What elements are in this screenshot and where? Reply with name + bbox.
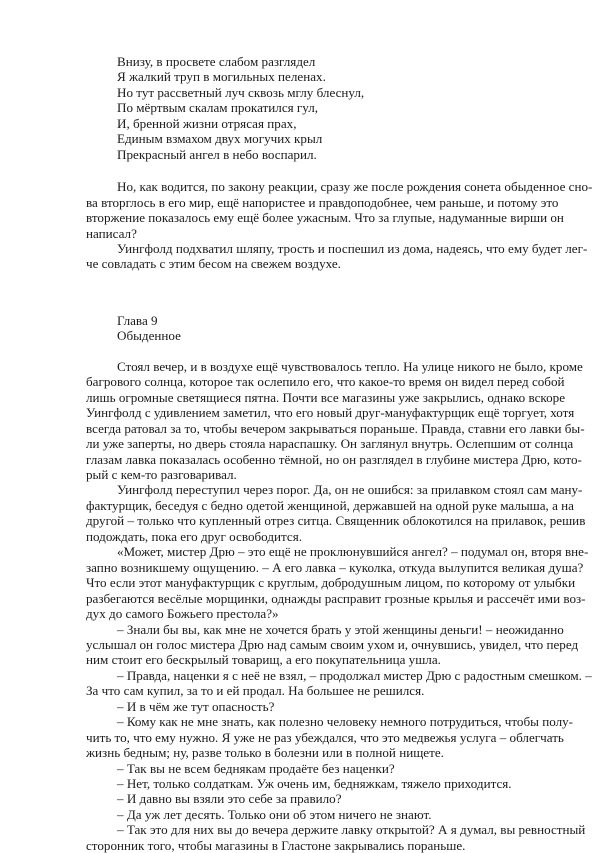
text-line: сторонник того, чтобы магазины в Гластоне закрывались пораньше.	[86, 837, 466, 853]
text-line: Стоял вечер, и в воздухе ещё чувствовалось тепло. На улице никого не было, кроме	[117, 358, 583, 374]
paragraph	[86, 822, 586, 853]
paragraph	[86, 776, 546, 791]
text-line: Уингфолд с удивлением заметил, что его новый друг-мануфактурщик ещё торгует, хотя	[86, 405, 575, 421]
text-line: дух до самого Божьего престола?»	[86, 606, 279, 622]
text-line: глазам лавка показалась особенно тёмной, но он разглядел в глубине мистера Дрю, кото-	[86, 451, 582, 467]
text-line: Что если этот мануфактурщик с круглым, добродушным лицом, по которому от улыбки	[86, 575, 576, 591]
text-line: че совладать с этим бесом на свежем воздухе.	[86, 256, 341, 272]
poem-line: Но тут рассветный луч сквозь мглу блеснул,	[117, 84, 365, 100]
text-line: фактурщик, беседуя с бедно одетой женщиной, державшей на одной руке малыша, а на	[86, 497, 574, 513]
text-line: багрового солнца, которое так ослепило его, что какое-то время он видел перед собой	[86, 374, 565, 390]
text-line: – И в чём же тут опасность?	[117, 698, 275, 714]
text-line: чить то, что ему нужно. Я уже не раз убеждался, что это медвежья услуга – облегчать	[86, 729, 564, 745]
paragraph	[86, 179, 593, 241]
paragraph	[86, 358, 585, 483]
text-line: – Кому как не мне знать, как полезно человеку немного потрудиться, чтобы полу-	[117, 714, 574, 730]
text-line: Но, как водится, по закону реакции, сразу же после рождения сонета обыденное сно-	[117, 179, 593, 195]
text-line: жизнь бедным; ну, разве только в болезни или в полной нищете.	[86, 745, 444, 761]
paragraph	[86, 791, 546, 806]
text-line: другой – только что купленный отрез ситца. Священник облокотился на прилавок, решив	[86, 513, 586, 529]
paragraph	[86, 621, 579, 668]
text-line: услышал он голос мистера Дрю над самым своим ухом и, очнувшись, увидел, что перед	[86, 636, 579, 652]
text-line: Уингфолд подхватил шляпу, трость и поспешил из дома, надеясь, что ему будет лег-	[117, 240, 588, 256]
text-line: написал?	[86, 225, 137, 241]
text-line: – Нет, только солдаткам. Уж очень им, бедняжкам, тяжело приходится.	[117, 776, 512, 792]
paragraph	[86, 699, 546, 714]
text-line: ва вторглось в его мир, ещё напористее и правдоподобнее, чем раньше, и потому это	[86, 194, 559, 210]
text-line: – Да уж лет десять. Только они об этом ничего не знают.	[117, 806, 432, 822]
text-line: Уингфолд переступил через порог. Да, он не ошибся: за прилавком стоял сам ману-	[117, 482, 583, 498]
document-page	[86, 54, 593, 853]
paragraph	[86, 482, 586, 544]
poem-line: Я жалкий труп в могильных пеленах.	[117, 69, 326, 85]
text-line: всегда ратовал за то, чтобы вечером закрываться пораньше. Правда, ставни его лавки бы-	[86, 420, 585, 436]
chapter-heading	[86, 313, 546, 344]
sonnet-stanza	[86, 54, 546, 162]
text-line: вторжение показалось ему ещё более ужасным. Что за глупые, надуманные вирши он	[86, 210, 564, 226]
paragraph	[86, 240, 588, 272]
text-line: подождать, пока его друг освободится.	[86, 528, 303, 544]
text-line: разбегаются весёлые морщинки, однажды расправит грозные крылья и рассечёт ими воз-	[86, 590, 586, 606]
text-line: «Может, мистер Дрю – это ещё не проклюнувшийся ангел? – подумал он, вторя вне-	[117, 544, 589, 560]
text-line: рый с кем-то разговаривал.	[86, 466, 237, 482]
text-line: – И давно вы взяли это себе за правило?	[117, 791, 342, 807]
poem-line: По мёртвым скалам прокатился гул,	[117, 100, 319, 116]
paragraph	[86, 807, 546, 822]
text-line: – Знали бы вы, как мне не хочется брать у этой женщины деньги! – неожиданно	[117, 621, 564, 637]
text-line: ли уже заперты, но дверь стояла нараспашку. Он заглянул внутрь. Ослепшим от солнца	[86, 436, 574, 452]
text-line: – Так вы не всем беднякам продаёте без наценки?	[117, 760, 395, 776]
text-line: – Правда, наценки я с неё не взял, – продолжал мистер Дрю с радостным смешком. –	[117, 667, 592, 683]
chapter-number: Глава 9	[117, 312, 158, 328]
poem-line: Внизу, в просвете слабом разглядел	[117, 54, 316, 69]
text-line: – Так это для них вы до вечера держите лавку открытой? А я думал, вы ревностный	[117, 822, 586, 838]
paragraph	[86, 714, 574, 761]
text-line: За что сам купил, за то и ей продал. На большее не решился.	[86, 683, 425, 699]
poem-line: И, бренной жизни отрясая прах,	[117, 115, 297, 131]
paragraph	[86, 667, 592, 699]
chapter-title: Обыденное	[117, 328, 181, 344]
text-line: ним стоит его бескрылый товарищ, а его покупательница ушла.	[86, 652, 441, 668]
paragraph	[86, 761, 546, 776]
text-line: лишь огромные светящиеся пятна. Почти все магазины уже закрылись, однако вскоре	[86, 389, 566, 405]
poem-line: Единым взмахом двух могучих крыл	[117, 131, 323, 147]
text-line: запно возникшему ощущению. – А его лавка – куколка, откуда вылупится великая душа?	[86, 559, 584, 575]
poem-line: Прекрасный ангел в небо воспарил.	[117, 146, 317, 162]
paragraph	[86, 544, 589, 622]
